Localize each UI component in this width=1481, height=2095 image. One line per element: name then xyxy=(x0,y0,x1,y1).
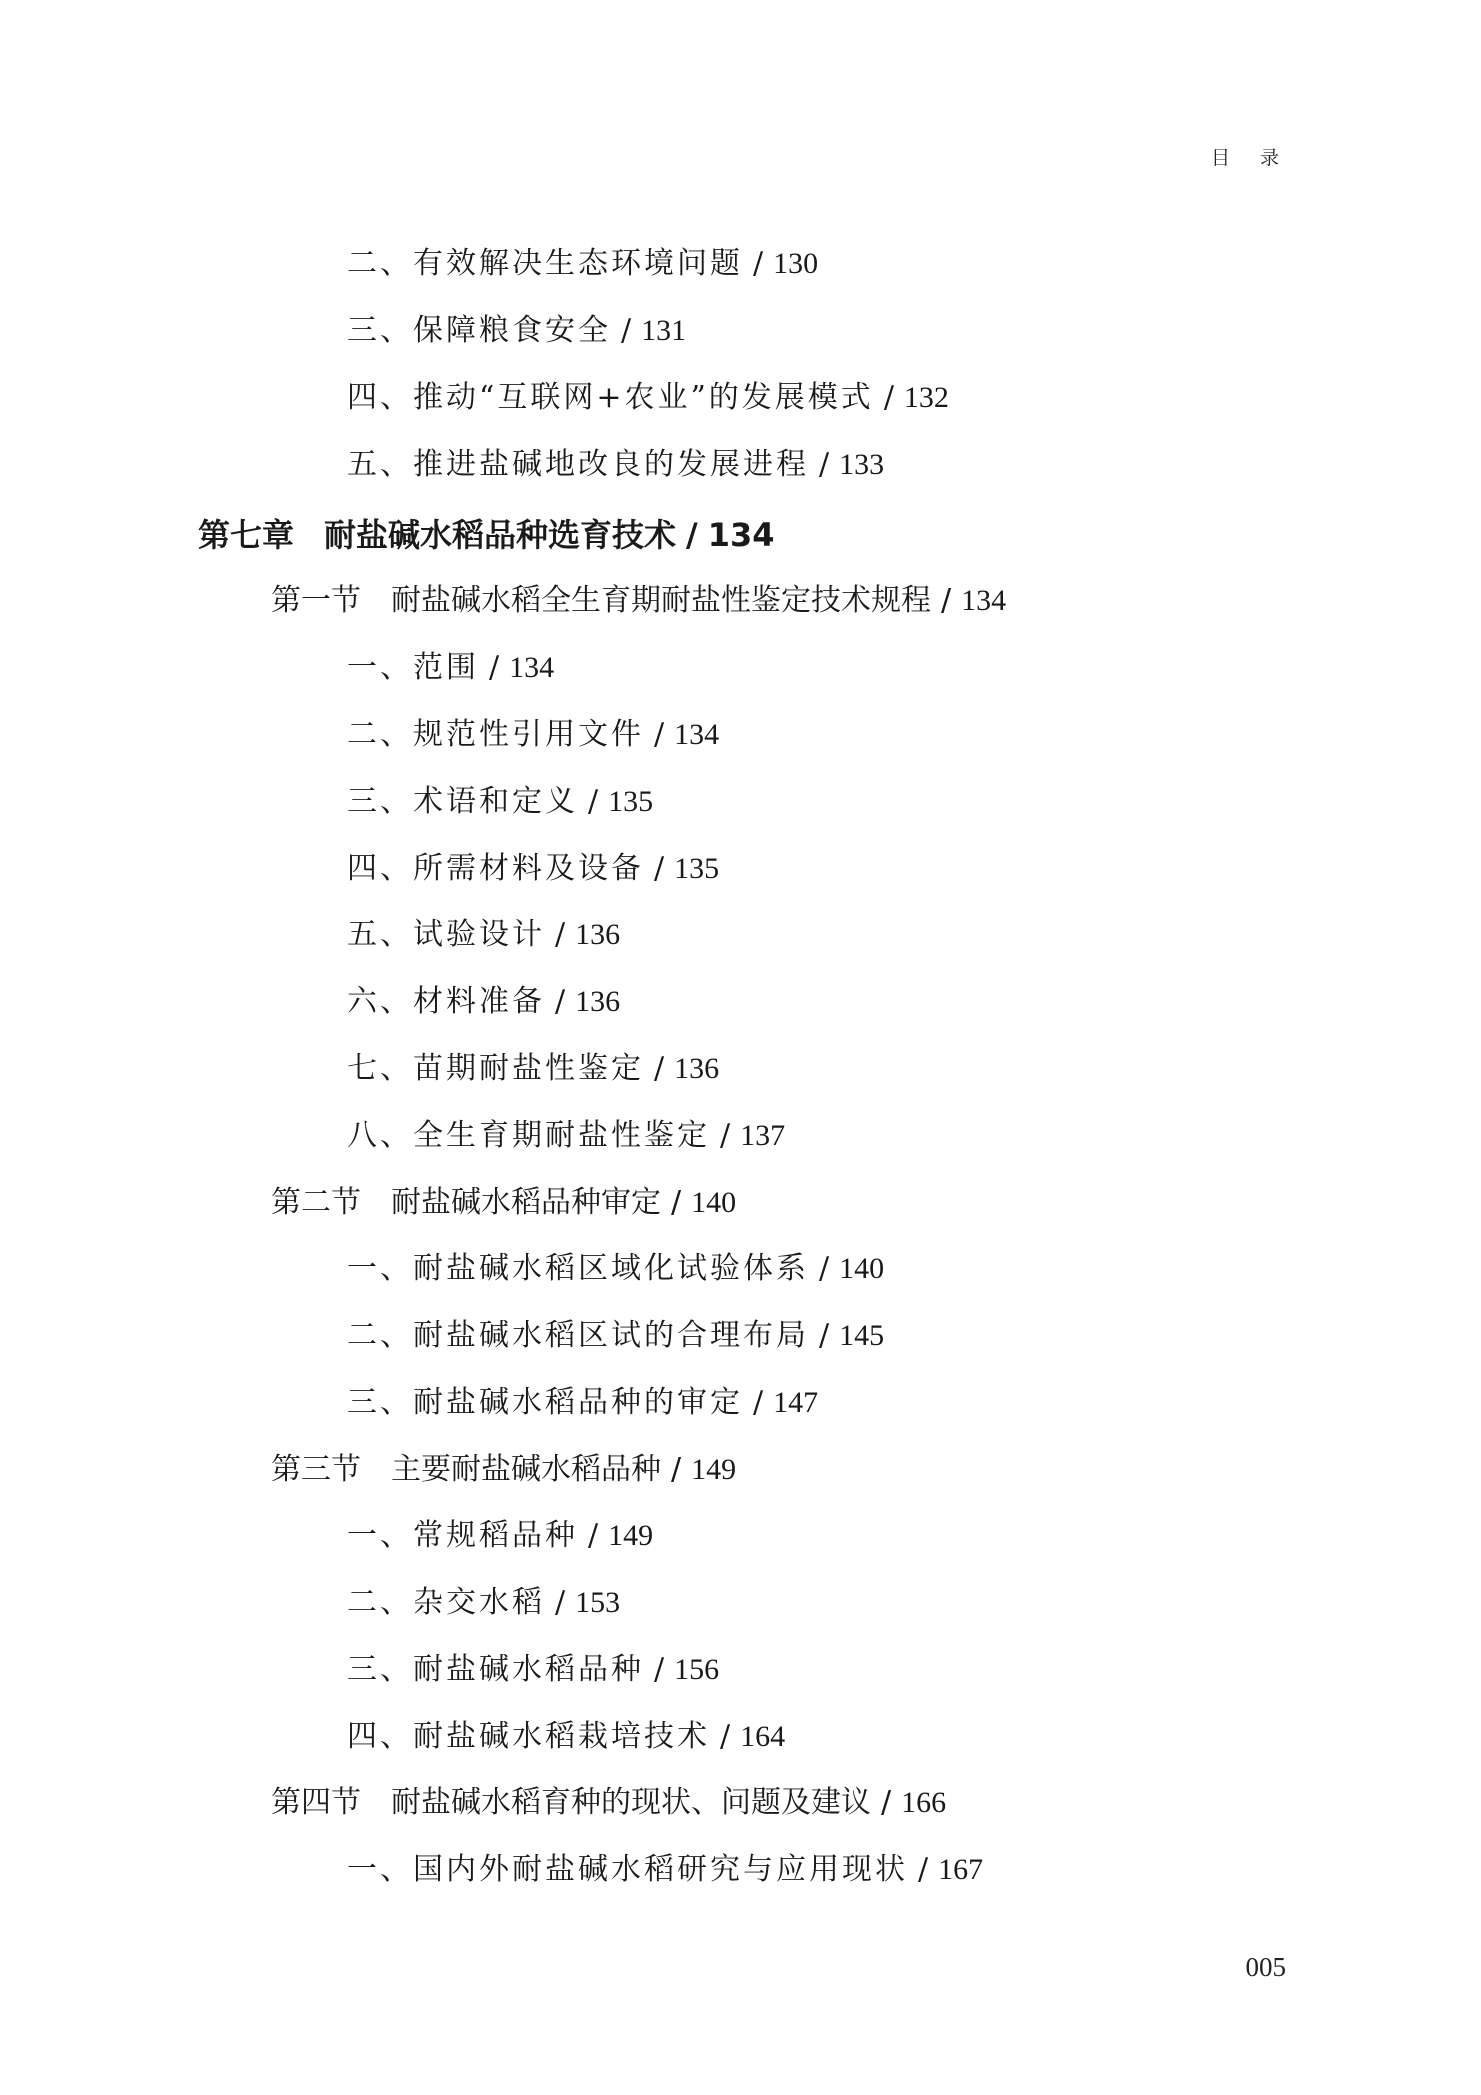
toc-page: 135 xyxy=(608,785,654,818)
toc-page: 131 xyxy=(641,314,687,347)
toc-separator: / xyxy=(671,1452,682,1487)
toc-entry xyxy=(347,1377,818,1421)
page-number: 005 xyxy=(1245,1952,1286,1982)
toc-label: 三、耐盐碱水稻品种 xyxy=(347,1652,644,1687)
toc-page: 135 xyxy=(674,852,720,885)
toc-entry xyxy=(347,1644,719,1688)
toc-page: 149 xyxy=(691,1453,737,1486)
toc-section xyxy=(271,575,1006,619)
toc-label: 二、杂交水稻 xyxy=(347,1585,545,1620)
toc-label: 一、国内外耐盐碱水稻研究与应用现状 xyxy=(347,1852,908,1887)
toc-entry xyxy=(347,1844,983,1888)
toc-page: 134 xyxy=(707,516,775,554)
toc-label: 主要耐盐碱水稻品种 xyxy=(391,1452,661,1487)
toc-separator: / xyxy=(671,1185,682,1220)
toc-page: 134 xyxy=(509,651,555,684)
toc-label: 二、有效解决生态环境问题 xyxy=(347,246,743,281)
toc-separator: / xyxy=(588,784,599,819)
toc-separator: / xyxy=(883,380,894,415)
running-header: 目 录 xyxy=(1210,147,1291,169)
toc-page: 145 xyxy=(839,1319,885,1352)
toc-separator: / xyxy=(654,1652,665,1687)
toc-page: 137 xyxy=(740,1119,786,1152)
toc-page: 134 xyxy=(961,584,1007,617)
toc-entry xyxy=(347,709,719,753)
toc-entry xyxy=(347,1310,884,1354)
toc-entry xyxy=(347,642,554,686)
toc-separator: / xyxy=(941,583,952,618)
toc-separator: / xyxy=(588,1518,599,1553)
toc-label: 一、常规稻品种 xyxy=(347,1518,578,1553)
toc-page: 133 xyxy=(839,448,885,481)
toc-label: 二、规范性引用文件 xyxy=(347,717,644,752)
toc-entry xyxy=(347,372,949,416)
toc-entry xyxy=(347,976,620,1020)
toc-separator: / xyxy=(654,717,665,752)
toc-separator: / xyxy=(489,650,500,685)
toc-separator: / xyxy=(555,1585,566,1620)
toc-label: 六、材料准备 xyxy=(347,984,545,1019)
toc-separator: / xyxy=(720,1118,731,1153)
toc-page: 136 xyxy=(674,1052,720,1085)
toc-entry xyxy=(347,909,620,953)
toc-page: 136 xyxy=(575,985,621,1018)
toc-label: 一、耐盐碱水稻区域化试验体系 xyxy=(347,1251,809,1286)
toc-label: 三、耐盐碱水稻品种的审定 xyxy=(347,1385,743,1420)
toc-page: 134 xyxy=(674,718,720,751)
toc-page: 147 xyxy=(773,1386,819,1419)
toc-label: 八、全生育期耐盐性鉴定 xyxy=(347,1118,710,1153)
section-number: 第一节 xyxy=(271,583,361,618)
toc-page: 136 xyxy=(575,918,621,951)
toc-section xyxy=(271,1444,736,1488)
toc-label: 五、推进盐碱地改良的发展进程 xyxy=(347,447,809,482)
toc-page: 132 xyxy=(903,381,949,414)
toc-page: 149 xyxy=(608,1519,654,1552)
toc-page: 164 xyxy=(740,1720,786,1753)
toc-page: 140 xyxy=(839,1252,885,1285)
toc-entry xyxy=(347,1510,653,1554)
toc-label: 一、范围 xyxy=(347,650,479,685)
toc-separator: / xyxy=(753,246,764,281)
toc-separator: / xyxy=(918,1852,929,1887)
toc-entry xyxy=(347,439,884,483)
toc-section xyxy=(271,1777,946,1821)
toc-page: 156 xyxy=(674,1653,720,1686)
toc-entry xyxy=(347,305,686,349)
toc-entry xyxy=(347,1110,785,1154)
toc-page: 167 xyxy=(938,1853,984,1886)
toc-entry xyxy=(347,776,653,820)
toc-page: 140 xyxy=(691,1186,737,1219)
section-number: 第四节 xyxy=(271,1785,361,1820)
toc-section xyxy=(271,1177,736,1221)
toc-separator: / xyxy=(819,1251,830,1286)
toc-label: 耐盐碱水稻育种的现状、问题及建议 xyxy=(391,1785,871,1820)
toc-label: 四、耐盐碱水稻栽培技术 xyxy=(347,1719,710,1754)
toc-label: 五、试验设计 xyxy=(347,917,545,952)
toc-entry xyxy=(347,843,719,887)
chapter-number: 第七章 xyxy=(198,516,295,554)
toc-entry xyxy=(347,238,818,282)
toc-label: 七、苗期耐盐性鉴定 xyxy=(347,1051,644,1086)
toc-separator: / xyxy=(621,313,632,348)
toc-separator: / xyxy=(686,516,698,554)
toc-separator: / xyxy=(819,447,830,482)
toc-entry xyxy=(347,1043,719,1087)
toc-label: 三、保障粮食安全 xyxy=(347,313,611,348)
toc-separator: / xyxy=(555,984,566,1019)
toc-label: 耐盐碱水稻全生育期耐盐性鉴定技术规程 xyxy=(391,583,931,618)
toc-entry xyxy=(347,1577,620,1621)
toc-separator: / xyxy=(753,1385,764,1420)
toc-entry xyxy=(347,1711,785,1755)
toc-label: 四、所需材料及设备 xyxy=(347,851,644,886)
toc-label: 耐盐碱水稻品种审定 xyxy=(391,1185,661,1220)
toc-page: 130 xyxy=(773,247,819,280)
toc-label: 四、推动“互联网+农业”的发展模式 xyxy=(347,380,874,415)
toc-label: 耐盐碱水稻品种选育技术 xyxy=(324,516,677,554)
toc-separator: / xyxy=(881,1785,892,1820)
section-number: 第三节 xyxy=(271,1452,361,1487)
toc-page: 166 xyxy=(901,1786,947,1819)
toc-separator: / xyxy=(555,917,566,952)
toc-page: 153 xyxy=(575,1586,621,1619)
section-number: 第二节 xyxy=(271,1185,361,1220)
toc-separator: / xyxy=(654,1051,665,1086)
toc-separator: / xyxy=(819,1318,830,1353)
toc-label: 二、耐盐碱水稻区试的合理布局 xyxy=(347,1318,809,1353)
toc-entry xyxy=(347,1243,884,1287)
toc-separator: / xyxy=(654,851,665,886)
toc-separator: / xyxy=(720,1719,731,1754)
toc-label: 三、术语和定义 xyxy=(347,784,578,819)
toc-chapter xyxy=(198,510,775,556)
